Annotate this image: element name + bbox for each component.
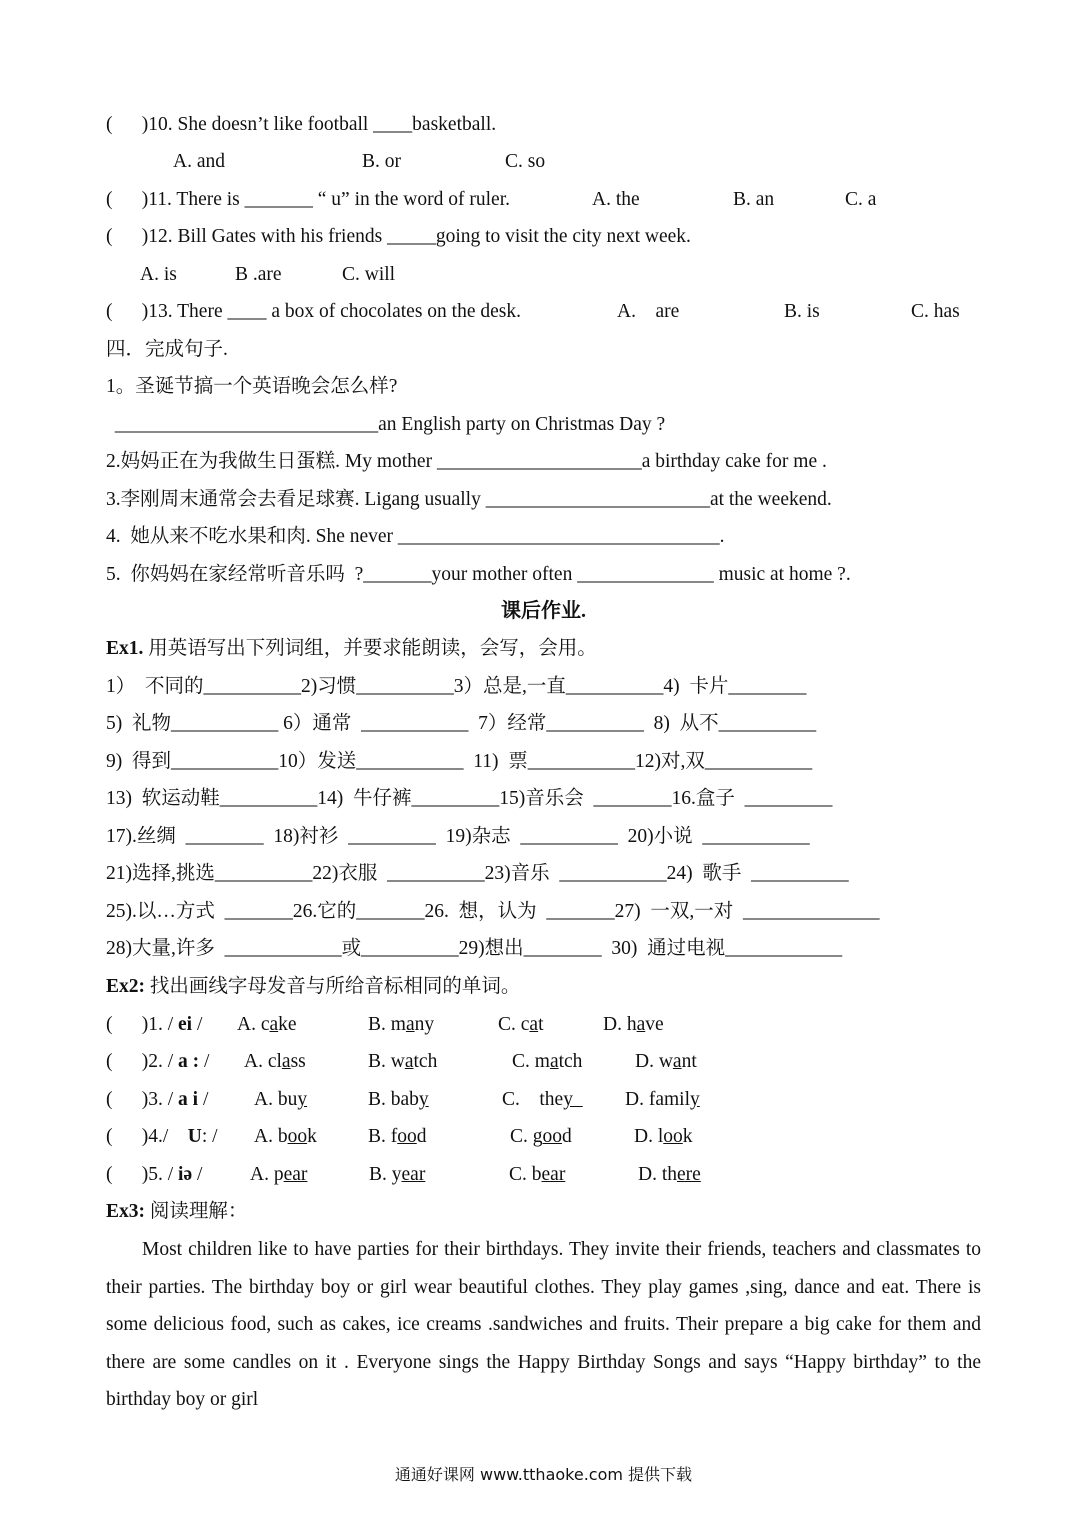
question-12-option-c: C. will (342, 264, 396, 285)
ex1-row: 25).以…方式 _______26.它的_______26. 想，认为 _______27) 一双,一对 ______________ (106, 901, 880, 922)
ex2-option-a: A. pear (250, 1164, 308, 1185)
ex2-option-d: D. family (625, 1089, 700, 1110)
ex1-row: 28)大量,许多 ____________或__________29)想出________ 30) 通过电视____________ (106, 938, 843, 959)
question-10-option-b: B. or (362, 151, 401, 172)
ex3-instruction: 阅读理解： (145, 1201, 248, 1222)
ex2-label: Ex2: (106, 976, 145, 997)
question-13-option-b: B. is (784, 301, 820, 322)
question-11-option-a: A. the (592, 189, 640, 210)
question-11-option-b: B. an (733, 189, 775, 210)
homework-title: 课后作业. (501, 600, 586, 622)
ex2-option-d: D. have (603, 1014, 664, 1035)
ex1-row: 9) 得到___________10）发送___________ 11) 票___________12)对,双___________ (106, 751, 813, 772)
sentence-2: 2.妈妈正在为我做生日蛋糕. My mother _____________________a birthday cake for me . (106, 451, 827, 472)
sentence-1-chinese: 1。圣诞节搞一个英语晚会怎么样? (106, 376, 398, 397)
question-13-option-a: A. are (617, 301, 680, 322)
question-10-stem: ( )10. She doesn’t like football ____basketball. (106, 114, 497, 135)
ex2-item-number: ( )4./ U: / (106, 1126, 218, 1147)
ex2-instruction: 找出画线字母发音与所给音标相同的单词。 (145, 976, 521, 997)
ex3-heading (106, 1200, 247, 1224)
ex1-row: 21)选择,挑选__________22)衣服 __________23)音乐 ___________24) 歌手 __________ (106, 863, 849, 884)
ex2-option-a: A. book (254, 1126, 317, 1147)
ex2-option-a: A. class (244, 1051, 306, 1072)
ex2-option-d: D. look (634, 1126, 693, 1147)
ex2-option-c: C. good (510, 1126, 572, 1147)
sentence-1-english: ___________________________an English party on Christmas Day ? (110, 414, 666, 435)
ex2-heading (106, 975, 520, 999)
ex1-row: 13) 软运动鞋__________14) 牛仔裤_________15)音乐会 ________16.盒子 _________ (106, 788, 833, 809)
ex2-item-number: ( )5. / iə / (106, 1164, 203, 1185)
ipa-symbol: a i (178, 1089, 203, 1110)
ex2-option-c: C. match (512, 1051, 583, 1072)
section-4-title: 四．完成句子. (106, 339, 228, 360)
question-10-option-a: A. and (173, 151, 225, 172)
ipa-symbol: U (187, 1126, 202, 1147)
ex2-option-d: D. want (635, 1051, 697, 1072)
ex2-option-b: B. baby (368, 1089, 429, 1110)
reading-passage: Most children like to have parties for their birthdays. They invite their friends, teachers and classmates to their parties. The birthday boy or girl wear beautiful clothes. They play games ,sing, dance and eat. There is some delicious food, such as cakes, ice creams .sandwiches and fruits. Their prepare a big cake for them and there are some candles on it . Everyone sings the Happy Birthday Songs and says “Happy birthday” to the birthday boy or girl (106, 1239, 981, 1410)
ipa-symbol: ei (178, 1014, 193, 1035)
sentence-5: 5. 你妈妈在家经常听音乐吗 ?_______your mother often ______________ music at home ?. (106, 564, 851, 585)
question-11-stem: ( )11. There is _______ “ u” in the word of ruler. (106, 189, 510, 210)
ex2-option-c: C. cat (498, 1014, 544, 1035)
ex2-item-number: ( )3. / a i / (106, 1089, 209, 1110)
ex1-instruction: 用英语写出下列词组，并要求能朗读，会写，会用。 (143, 638, 597, 659)
ex3-label: Ex3: (106, 1201, 145, 1222)
ex1-row: 5) 礼物___________ 6）通常 ___________ 7）经常__________ 8) 从不__________ (106, 713, 817, 734)
sentence-3: 3.李刚周末通常会去看足球赛. Ligang usually _______________________at the weekend. (106, 489, 832, 510)
question-12-option-a: A. is (140, 264, 177, 285)
ex2-option-b: B. food (368, 1126, 427, 1147)
ex2-option-b: B. year (369, 1164, 426, 1185)
ex2-option-a: A. buy (254, 1089, 308, 1110)
ex2-option-c: C. they (502, 1089, 583, 1110)
question-12-stem: ( )12. Bill Gates with his friends _____going to visit the city next week. (106, 226, 691, 247)
ex2-option-b: B. watch (368, 1051, 438, 1072)
ex1-heading (106, 637, 597, 661)
ipa-symbol: iə (178, 1164, 193, 1185)
ex1-row: 17).丝绸 ________ 18)衬衫 _________ 19)杂志 __________ 20)小说 ___________ (106, 826, 810, 847)
ex1-label: Ex1. (106, 638, 144, 659)
footer-source: 通通好课网 www.tthaoke.com 提供下载 (394, 1465, 693, 1484)
ex2-item-number: ( )1. / ei / (106, 1014, 203, 1035)
question-10-option-c: C. so (505, 151, 546, 172)
question-12-option-b: B .are (235, 264, 282, 285)
question-13-stem: ( )13. There ____ a box of chocolates on the desk. (106, 301, 521, 322)
ex2-option-b: B. many (368, 1014, 435, 1035)
ex2-option-d: D. there (638, 1164, 701, 1185)
ex2-option-a: A. cake (237, 1014, 297, 1035)
sentence-4: 4. 她从来不吃水果和肉. She never _________________________________. (106, 526, 725, 547)
question-11-option-c: C. a (845, 189, 877, 210)
ex1-row: 1） 不同的__________2)习惯__________3）总是,一直__________4) 卡片________ (106, 676, 807, 697)
question-13-option-c: C. has (911, 301, 960, 322)
ex2-option-c: C. bear (509, 1164, 566, 1185)
ipa-symbol: a : (178, 1051, 205, 1072)
ex2-item-number: ( )2. / a : / (106, 1051, 210, 1072)
